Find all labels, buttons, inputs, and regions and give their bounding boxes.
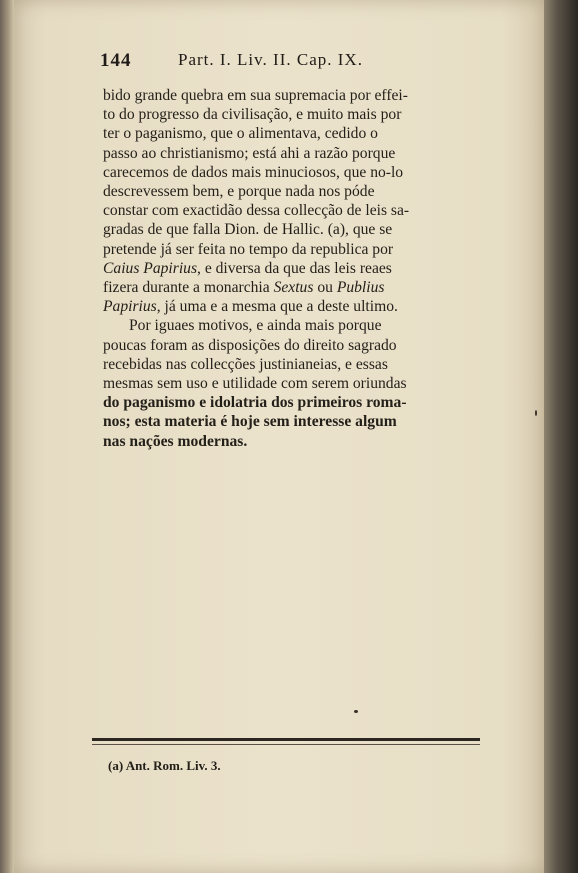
running-head: Part. I. Liv. II. Cap. IX. bbox=[178, 50, 363, 69]
body-paragraphs bbox=[103, 86, 488, 451]
text-line: to do progresso da civilisação, e muito mais por bbox=[103, 106, 402, 124]
text-line-italic-name: Caius Papirius, e diversa da que das leis reaes bbox=[103, 259, 392, 277]
text-line: nos; esta materia é hoje sem interesse algum bbox=[103, 413, 397, 431]
text-line-italic-name: Papirius, já uma e a mesma que a deste ultimo. bbox=[103, 298, 398, 316]
text-line: do paganismo e idolatria dos primeiros roma- bbox=[103, 394, 407, 412]
paper-speck bbox=[354, 710, 358, 713]
text-line: carecemos de dados mais minuciosos, que no-lo bbox=[103, 163, 404, 181]
footnote-rule-thin bbox=[92, 744, 480, 745]
paper-speck bbox=[535, 410, 537, 416]
text-line: pretende já ser feita no tempo da republica por bbox=[103, 240, 394, 258]
text-line: constar com exactidão dessa collecção de leis sa- bbox=[103, 202, 410, 220]
text-line-italic-name: fizera durante a monarchia Sextus ou Publius bbox=[103, 279, 385, 297]
footnote: (a) Ant. Rom. Liv. 3. bbox=[108, 758, 221, 773]
text-line: bido grande quebra em sua supremacia por effei- bbox=[103, 87, 408, 104]
page-header bbox=[100, 50, 480, 78]
footnote-rule bbox=[92, 738, 480, 741]
text-line: poucas foram as disposições do direito sagrado bbox=[103, 336, 397, 354]
text-line: nas nações modernas. bbox=[103, 432, 248, 450]
text-line: passo ao christianismo; está ahi a razão porque bbox=[103, 144, 396, 162]
text-line: gradas de que falla Dion. de Hallic. (a), que se bbox=[103, 221, 393, 239]
adjacent-page-edge bbox=[544, 0, 578, 873]
text-line: ter o paganismo, que o alimentava, cedido o bbox=[103, 125, 378, 143]
paragraph-start-line: Por iguaes motivos, e ainda mais porque bbox=[129, 317, 382, 335]
text-line: descrevessem bem, e porque nada nos póde bbox=[103, 183, 375, 201]
text-line: recebidas nas collecções justinianeias, e essas bbox=[103, 355, 388, 373]
binding-edge bbox=[0, 0, 14, 873]
page-number: 144 bbox=[100, 50, 132, 71]
text-line: mesmas sem uso e utilidade com serem oriundas bbox=[103, 375, 407, 393]
